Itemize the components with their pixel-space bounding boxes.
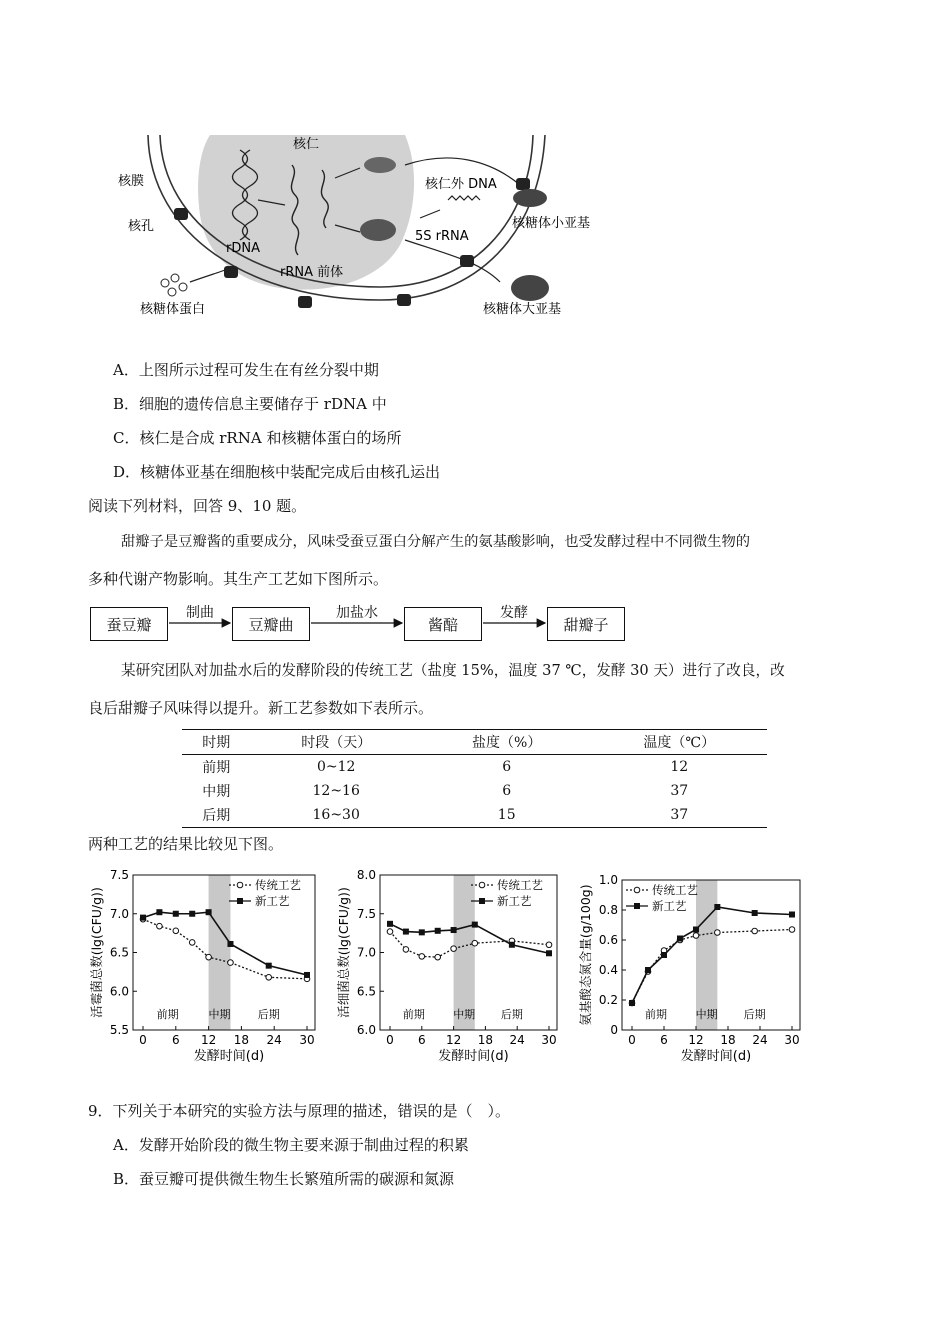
option-letter: D．: [113, 463, 141, 481]
option-letter: A．: [113, 361, 139, 379]
data-point-new: [509, 942, 515, 948]
y-tick-label: 0: [610, 1023, 618, 1037]
flow-arrow-label-1: 制曲: [186, 605, 214, 621]
option-letter: C．: [113, 429, 140, 447]
table-header: 时期: [182, 730, 251, 755]
data-point-new: [140, 915, 146, 921]
data-point-new: [629, 1000, 635, 1006]
q9-stem: 9．下列关于本研究的实验方法与原理的描述，错误的是（ ）。: [88, 1102, 511, 1120]
data-point-new: [693, 927, 699, 933]
flow-box-4: 甜瓣子: [547, 607, 625, 641]
legend-marker: [237, 898, 243, 904]
x-axis-label: 发酵时间(d): [438, 1049, 509, 1064]
label-nucleolus: 核仁: [293, 137, 320, 152]
option-letter: B．: [113, 395, 140, 413]
data-point-traditional: [157, 923, 163, 929]
passage-intro: 阅读下列材料，回答 9、10 题。: [88, 497, 307, 515]
data-point-new: [752, 910, 758, 916]
option-text: 核糖体亚基在细胞核中装配完成后由核孔运出: [140, 463, 441, 481]
q9-option-a: [113, 1135, 469, 1155]
data-point-new: [156, 909, 162, 915]
y-tick-label: 0.6: [598, 933, 618, 947]
y-axis-label: 活细菌总数(lg(CFU/g)): [336, 887, 351, 1018]
data-point-new: [173, 911, 179, 917]
table-cell: 12: [670, 759, 689, 775]
data-point-traditional: [546, 942, 552, 948]
table-cell: 37: [670, 783, 689, 799]
y-tick-label: 6.5: [109, 945, 129, 960]
table-cell: 37: [592, 803, 767, 828]
data-point-new: [304, 972, 310, 978]
option-text: 发酵开始阶段的微生物主要来源于制曲过程的积累: [138, 1136, 469, 1154]
x-tick-label: 12: [445, 1033, 462, 1047]
table-cell: 6: [502, 759, 512, 775]
table-header-row: [182, 730, 767, 755]
label-5s-rrna: 5S rRNA: [415, 229, 469, 244]
data-point-new: [266, 963, 272, 969]
process-parameters-table: [182, 729, 767, 828]
flow-box-1: 蚕豆瓣: [90, 607, 168, 641]
phase-label: 中期: [208, 1008, 231, 1021]
data-point-new: [435, 928, 441, 934]
phase-label: 后期: [257, 1008, 280, 1021]
data-point-traditional: [451, 946, 457, 952]
x-axis-label: 发酵时间(d): [680, 1049, 752, 1064]
results-charts: [0, 860, 950, 1070]
y-tick-label: 8.0: [356, 868, 376, 882]
x-tick-label: 0: [139, 1033, 147, 1047]
data-point-new: [387, 921, 393, 927]
y-tick-label: 5.5: [109, 1023, 129, 1037]
legend-marker: [634, 903, 640, 909]
table-row: [182, 755, 767, 780]
table-cell: 后期: [182, 803, 251, 828]
table-header: 盐度（%）: [422, 730, 592, 755]
option-text: 细胞的遗传信息主要储存于 rDNA 中: [139, 395, 387, 413]
y-tick-label: 7.5: [109, 868, 129, 882]
data-point-new: [677, 936, 683, 942]
data-point-traditional: [472, 940, 478, 946]
data-point-new: [189, 911, 195, 917]
flow-box-3: 酱醅: [404, 607, 482, 641]
x-axis-label: 发酵时间(d): [193, 1049, 265, 1064]
data-point-traditional: [266, 975, 272, 981]
label-nuclear-envelope: 核膜: [118, 174, 145, 189]
data-point-traditional: [435, 954, 441, 960]
phase-label: 前期: [156, 1008, 179, 1021]
passage-para2-line1: 某研究团队对加盐水后的发酵阶段的传统工艺（盐度 15%，温度 37 ℃，发酵 30 天）进行了改良，改: [121, 662, 785, 679]
data-point-new: [403, 929, 409, 935]
table-cell: 0~12: [316, 759, 356, 775]
data-point-traditional: [228, 960, 234, 966]
y-axis-label: 氨基酸态氮含量(g/100g): [578, 884, 593, 1026]
option-text: 核仁是合成 rRNA 和核糖体蛋白的场所: [139, 429, 402, 447]
data-point-traditional: [693, 933, 699, 939]
phase-label: 中期: [695, 1008, 718, 1021]
legend-marker: [479, 882, 485, 888]
phase-label: 后期: [743, 1008, 766, 1021]
data-point-traditional: [715, 930, 721, 936]
option-text: 蚕豆瓣可提供微生物生长繁殖所需的碳源和氮源: [139, 1170, 455, 1188]
x-tick-label: 24: [509, 1033, 525, 1047]
y-tick-label: 1.0: [598, 873, 618, 887]
x-tick-label: 6: [660, 1033, 668, 1047]
label-large-subunit: 核糖体大亚基: [483, 302, 562, 317]
data-point-new: [419, 929, 425, 935]
data-point-traditional: [789, 927, 795, 933]
table-cell: 前期: [202, 760, 231, 776]
legend-label: 传统工艺: [497, 878, 543, 892]
data-point-new: [206, 909, 212, 915]
y-tick-label: 6.5: [356, 984, 376, 999]
x-tick-label: 18: [233, 1033, 250, 1047]
passage-para2-line2: 良后甜瓣子风味得以提升。新工艺参数如下表所示。: [88, 699, 434, 717]
data-point-new: [472, 922, 478, 928]
x-tick-label: 30: [541, 1033, 557, 1047]
y-tick-label: 7.5: [356, 906, 376, 921]
legend-label: 新工艺: [497, 894, 532, 908]
table-cell: 12~16: [312, 783, 360, 799]
q9-option-b: [113, 1169, 454, 1189]
x-tick-label: 24: [266, 1033, 282, 1047]
legend-marker: [479, 898, 485, 904]
data-point-traditional: [419, 954, 425, 960]
flow-arrow-label-3: 发酵: [500, 605, 528, 621]
legend-label: 新工艺: [255, 894, 290, 908]
phase-shade: [454, 875, 475, 1030]
table-header: 温度（℃）: [592, 730, 767, 755]
y-tick-label: 6.0: [356, 1023, 376, 1037]
data-point-new: [661, 952, 667, 958]
option-letter: B．: [113, 1170, 140, 1188]
flow-arrow-label-2: 加盐水: [336, 605, 378, 621]
phase-label: 前期: [402, 1008, 425, 1021]
legend-label: 传统工艺: [255, 878, 301, 892]
data-point-new: [714, 904, 720, 910]
data-point-new: [789, 912, 795, 918]
option-letter: A．: [113, 1136, 139, 1154]
legend-marker: [634, 887, 640, 893]
legend-label: 传统工艺: [652, 883, 698, 897]
x-tick-label: 0: [386, 1033, 394, 1047]
data-point-traditional: [752, 928, 758, 934]
x-tick-label: 0: [628, 1033, 636, 1047]
phase-shade: [209, 875, 231, 1030]
data-point-traditional: [173, 928, 179, 934]
x-tick-label: 18: [477, 1033, 494, 1047]
table-row: [182, 803, 767, 828]
y-tick-label: 6.0: [109, 984, 129, 999]
x-tick-label: 6: [417, 1033, 426, 1047]
x-tick-label: 18: [720, 1033, 736, 1047]
legend-marker: [237, 882, 243, 888]
y-tick-label: 0.4: [598, 963, 618, 977]
option-text: 上图所示过程可发生在有丝分裂中期: [138, 361, 379, 379]
passage-compare: 两种工艺的结果比较见下图。: [88, 835, 284, 853]
phase-label: 前期: [645, 1008, 667, 1021]
label-rrna-precursor: rRNA 前体: [280, 265, 344, 280]
data-point-traditional: [387, 929, 393, 935]
y-tick-label: 7.0: [109, 906, 129, 921]
table-cell: 16~30: [251, 803, 422, 828]
label-rdna: rDNA: [226, 241, 260, 256]
passage-para1-line2: 多种代谢产物影响。其生产工艺如下图所示。: [88, 570, 389, 588]
phase-label: 后期: [500, 1008, 523, 1021]
x-tick-label: 6: [171, 1033, 180, 1047]
flow-box-2: 豆瓣曲: [232, 607, 310, 641]
table-row: [182, 779, 767, 803]
data-point-new: [546, 950, 552, 956]
table-cell: 15: [422, 803, 592, 828]
label-ribosomal-protein: 核糖体蛋白: [140, 302, 206, 317]
data-point-new: [227, 941, 233, 947]
y-tick-label: 0.8: [598, 903, 618, 917]
table-cell: 6: [502, 783, 512, 799]
phase-label: 中期: [453, 1008, 476, 1021]
y-tick-label: 7.0: [356, 945, 376, 960]
label-nuclear-pore: 核孔: [128, 219, 155, 234]
data-point-new: [645, 967, 651, 973]
data-point-new: [451, 927, 457, 933]
label-extranucleolar-dna: 核仁外 DNA: [425, 177, 497, 192]
table-header: 时段（天）: [251, 730, 422, 755]
x-tick-label: 12: [688, 1033, 704, 1047]
table-cell: 中期: [202, 784, 231, 800]
label-small-subunit: 核糖体小亚基: [512, 216, 591, 231]
x-tick-label: 12: [200, 1033, 217, 1047]
passage-para1-line1: 甜瓣子是豆瓣酱的重要成分，风味受蚕豆蛋白分解产生的氨基酸影响，也受发酵过程中不同微生物的: [121, 534, 751, 550]
data-point-traditional: [206, 954, 212, 960]
y-axis-label: 活霉菌总数(lg(CFU/g)): [89, 887, 104, 1018]
legend-label: 新工艺: [652, 899, 687, 913]
x-tick-label: 30: [784, 1033, 800, 1047]
x-tick-label: 30: [299, 1033, 315, 1047]
x-tick-label: 24: [752, 1033, 768, 1047]
y-tick-label: 0.2: [598, 993, 618, 1007]
data-point-traditional: [403, 947, 409, 953]
data-point-traditional: [189, 940, 195, 946]
